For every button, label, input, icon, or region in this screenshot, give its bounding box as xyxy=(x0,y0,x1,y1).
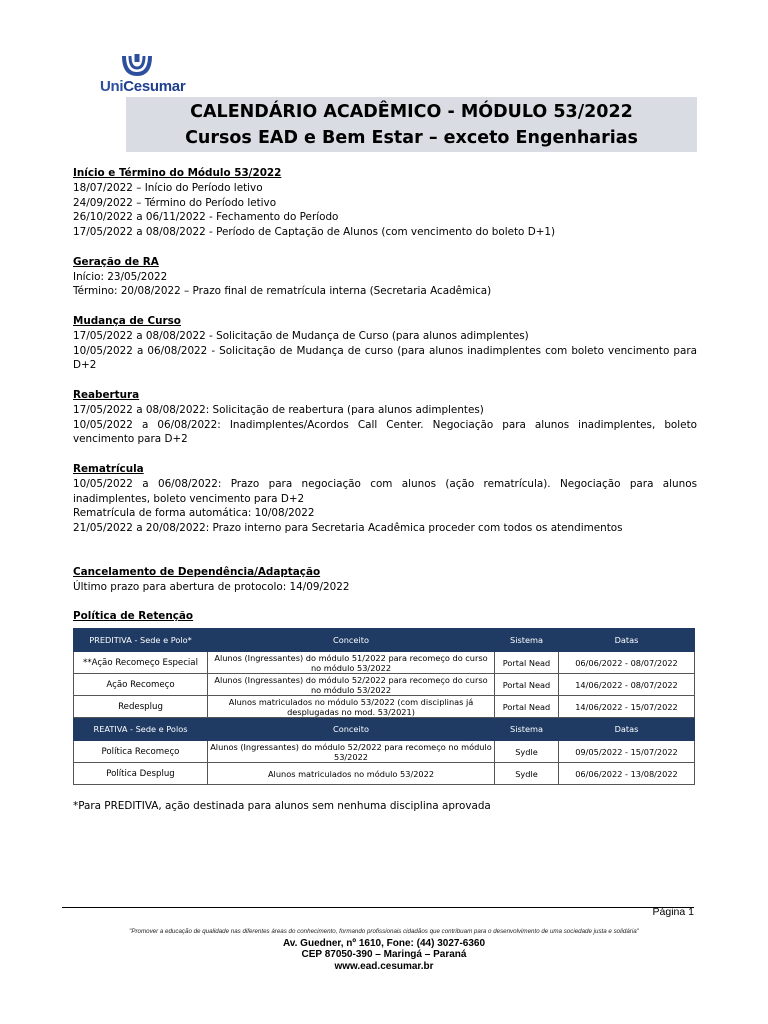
table-row xyxy=(74,741,695,763)
section-rematricula xyxy=(73,462,697,536)
table-row xyxy=(74,674,695,696)
table-header-cell: PREDITIVA - Sede e Polo* xyxy=(74,629,208,652)
calendar-line: Início: 23/05/2022 xyxy=(73,270,168,283)
footer-motto: "Promover a educação de qualidade nas diferentes áreas do conhecimento, formando profissionais cidadãos que contribuam para o desenvolvimento de uma sociedade justa e solidária" xyxy=(129,928,639,935)
title-line-2: Cursos EAD e Bem Estar – exceto Engenharias xyxy=(185,128,638,148)
section-heading: Mudança de Curso xyxy=(73,314,181,327)
footer-website: www.ead.cesumar.br xyxy=(334,961,434,972)
table-header-cell: Sistema xyxy=(495,718,559,741)
table-header-row xyxy=(74,629,695,652)
table-cell: Ação Recomeço xyxy=(74,674,208,696)
table-cell: Redesplug xyxy=(74,696,208,718)
table-cell: Alunos (Ingressantes) do módulo 51/2022 para recomeço do curso no módulo 53/2022 xyxy=(208,652,495,674)
section-retencao xyxy=(73,609,697,624)
table-cell: **Ação Recomeço Especial xyxy=(74,652,208,674)
calendar-line: 10/05/2022 a 06/08/2022 - Solicitação de Mudança de curso (para alunos inadimplentes com boleto vencimento para D+2 xyxy=(73,344,697,372)
unicesumar-logo-icon xyxy=(120,52,154,78)
table-cell: 06/06/2022 - 13/08/2022 xyxy=(559,763,695,785)
table-header-cell: Conceito xyxy=(208,718,495,741)
table-header-cell: Datas xyxy=(559,629,695,652)
table-cell: Portal Nead xyxy=(495,674,559,696)
section-mudanca-curso xyxy=(73,314,697,373)
calendar-line: 17/05/2022 a 08/08/2022 - Solicitação de Mudança de Curso (para alunos adimplentes) xyxy=(73,329,529,342)
table-cell: Portal Nead xyxy=(495,652,559,674)
calendar-line: Rematrícula de forma automática: 10/08/2022 xyxy=(73,507,315,520)
table-cell: Alunos matriculados no módulo 53/2022 (com disciplinas já desplugadas no mod. 53/2021) xyxy=(208,696,495,718)
table-cell: 14/06/2022 - 15/07/2022 xyxy=(559,696,695,718)
table-cell: Sydle xyxy=(495,741,559,763)
section-heading: Cancelamento de Dependência/Adaptação xyxy=(73,565,321,578)
logo-wordmark: UniCesumar xyxy=(100,78,186,95)
section-heading: Política de Retenção xyxy=(73,610,194,623)
table-header-cell: Conceito xyxy=(208,629,495,652)
section-inicio xyxy=(73,166,697,240)
table-header-cell: Sistema xyxy=(495,629,559,652)
table-cell: Alunos (Ingressantes) do módulo 52/2022 para recomeço no módulo 53/2022 xyxy=(208,741,495,763)
title-line-1: CALENDÁRIO ACADÊMICO - MÓDULO 53/2022 xyxy=(190,102,633,122)
table-header-cell: REATIVA - Sede e Polos xyxy=(74,718,208,741)
unicesumar-logo xyxy=(100,52,186,96)
calendar-line: 10/05/2022 a 06/08/2022: Inadimplentes/Acordos Call Center. Negociação para alunos inadimplentes, boleto vencimento para D+2 xyxy=(73,418,697,446)
table-cell: 14/06/2022 - 08/07/2022 xyxy=(559,674,695,696)
table-cell: Alunos (Ingressantes) do módulo 52/2022 para recomeço do curso no módulo 53/2022 xyxy=(208,674,495,696)
section-heading: Rematrícula xyxy=(73,462,144,475)
calendar-line: 10/05/2022 a 06/08/2022: Prazo para negociação com alunos (ação rematrícula). Negociação para alunos inadimplentes, boleto vencimento para D+2 xyxy=(73,477,697,505)
retention-policy-table xyxy=(73,628,695,785)
table-cell: 09/05/2022 - 15/07/2022 xyxy=(559,741,695,763)
section-heading: Início e Término do Módulo 53/2022 xyxy=(73,167,282,179)
calendar-line: 17/05/2022 a 08/08/2022: Solicitação de reabertura (para alunos adimplentes) xyxy=(73,403,484,416)
section-reabertura xyxy=(73,388,697,447)
table-row xyxy=(74,652,695,674)
table-cell: Política Recomeço xyxy=(74,741,208,763)
section-heading: Geração de RA xyxy=(73,255,159,268)
calendar-line: 21/05/2022 a 20/08/2022: Prazo interno para Secretaria Acadêmica proceder com todos os atendimentos xyxy=(73,522,623,535)
calendar-line: 26/10/2022 a 06/11/2022 - Fechamento do Período xyxy=(73,211,339,224)
table-row xyxy=(74,696,695,718)
section-geracao-ra xyxy=(73,255,697,299)
table-cell: 06/06/2022 - 08/07/2022 xyxy=(559,652,695,674)
section-heading: Reabertura xyxy=(73,388,140,401)
calendar-line: 24/09/2022 – Término do Período letivo xyxy=(73,196,277,209)
document-title xyxy=(126,97,697,152)
calendar-line: 18/07/2022 – Início do Período letivo xyxy=(73,181,263,194)
table-cell: Alunos matriculados no módulo 53/2022 xyxy=(208,763,495,785)
calendar-line: 17/05/2022 a 08/08/2022 - Período de Captação de Alunos (com vencimento do boleto D+1) xyxy=(73,226,556,239)
footnote: *Para PREDITIVA, ação destinada para alunos sem nenhuma disciplina aprovada xyxy=(73,800,491,812)
section-cancelamento xyxy=(73,565,697,595)
page-number: Página 1 xyxy=(652,906,694,918)
calendar-line: Término: 20/08/2022 – Prazo final de rematrícula interna (Secretaria Acadêmica) xyxy=(73,285,492,298)
footer-address: Av. Guedner, nº 1610, Fone: (44) 3027-6360 xyxy=(282,938,486,949)
footer-divider xyxy=(62,907,694,908)
table-cell: Sydle xyxy=(495,763,559,785)
table-header-row xyxy=(74,718,695,741)
table-header-cell: Datas xyxy=(559,718,695,741)
table-row xyxy=(74,763,695,785)
calendar-line: Último prazo para abertura de protocolo: 14/09/2022 xyxy=(73,580,350,593)
table-cell: Portal Nead xyxy=(495,696,559,718)
table-cell: Política Desplug xyxy=(74,763,208,785)
calendar-content xyxy=(73,166,697,624)
footer-postal: CEP 87050-390 – Maringá – Paraná xyxy=(301,949,467,960)
